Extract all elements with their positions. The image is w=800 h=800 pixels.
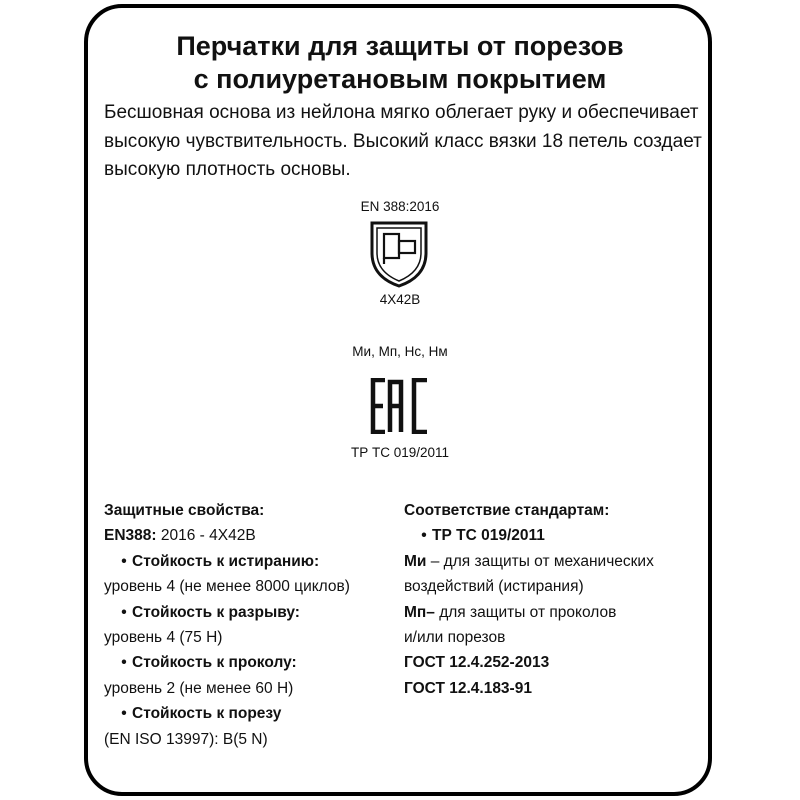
property-label: Стойкость к разрыву: <box>132 603 300 621</box>
mp-label: Мп– <box>404 603 435 621</box>
bullet: • <box>421 527 427 545</box>
mi-label: Ми <box>404 552 427 570</box>
mi-text-continued: воздействий (истирания) <box>404 578 584 596</box>
bullet: • <box>121 654 127 672</box>
protection-categories: Ми, Мп, Нс, Нм <box>352 344 448 359</box>
property-label: Стойкость к истиранию: <box>132 552 320 570</box>
en-standard-label: EN 388:2016 <box>360 199 440 214</box>
en388-line <box>104 523 404 548</box>
mp-text-continued: и/или порезов <box>404 628 506 646</box>
property-name <box>104 650 404 675</box>
eac-logo <box>370 378 430 434</box>
en388-value: 2016 - 4X42B <box>156 527 256 545</box>
hammer-shield-icon <box>368 219 430 289</box>
bullet: • <box>121 552 127 570</box>
regulation-item <box>404 523 704 548</box>
property-value: уровень 2 (не менее 60 Н) <box>104 679 294 697</box>
standards-heading: Соответствие стандартам: <box>404 502 610 519</box>
en388-label: EN388: <box>104 527 157 545</box>
mp-text: для защиты от проколов <box>434 603 617 621</box>
standards-column <box>404 498 704 701</box>
bullet: • <box>121 705 127 723</box>
property-name <box>104 701 404 726</box>
protection-heading: Защитные свойства: <box>104 502 265 519</box>
property-name <box>104 600 404 625</box>
protection-column <box>104 498 404 752</box>
property-value: (EN ISO 13997): B(5 N) <box>104 730 268 748</box>
regulation-label: ТР ТС 019/2011 <box>432 527 545 545</box>
title-line-1: Перчатки для защиты от порезов <box>176 31 624 61</box>
tr-ts-label: ТР ТС 019/2011 <box>350 445 450 460</box>
mp-line <box>404 600 704 625</box>
mi-line <box>404 549 704 574</box>
intro-paragraph: Бесшовная основа из нейлона мягко облегает руку и обеспечивает высокую чувствительность. Высокий класс вязки 18 петель создает высокую плотность основы. <box>104 102 702 180</box>
en-performance-code: 4X42B <box>379 292 421 307</box>
property-name <box>104 549 404 574</box>
property-value: уровень 4 (75 Н) <box>104 628 223 646</box>
property-label: Стойкость к проколу: <box>132 654 297 672</box>
property-label: Стойкость к порезу <box>132 705 282 723</box>
bullet: • <box>121 603 127 621</box>
title-line-2: с полиуретановым покрытием <box>193 64 607 94</box>
gost-standard: ГОСТ 12.4.183-91 <box>404 679 532 697</box>
property-value: уровень 4 (не менее 8000 циклов) <box>104 578 350 596</box>
gost-standard: ГОСТ 12.4.252-2013 <box>404 654 550 672</box>
mi-text: – для защиты от механических <box>426 552 654 570</box>
